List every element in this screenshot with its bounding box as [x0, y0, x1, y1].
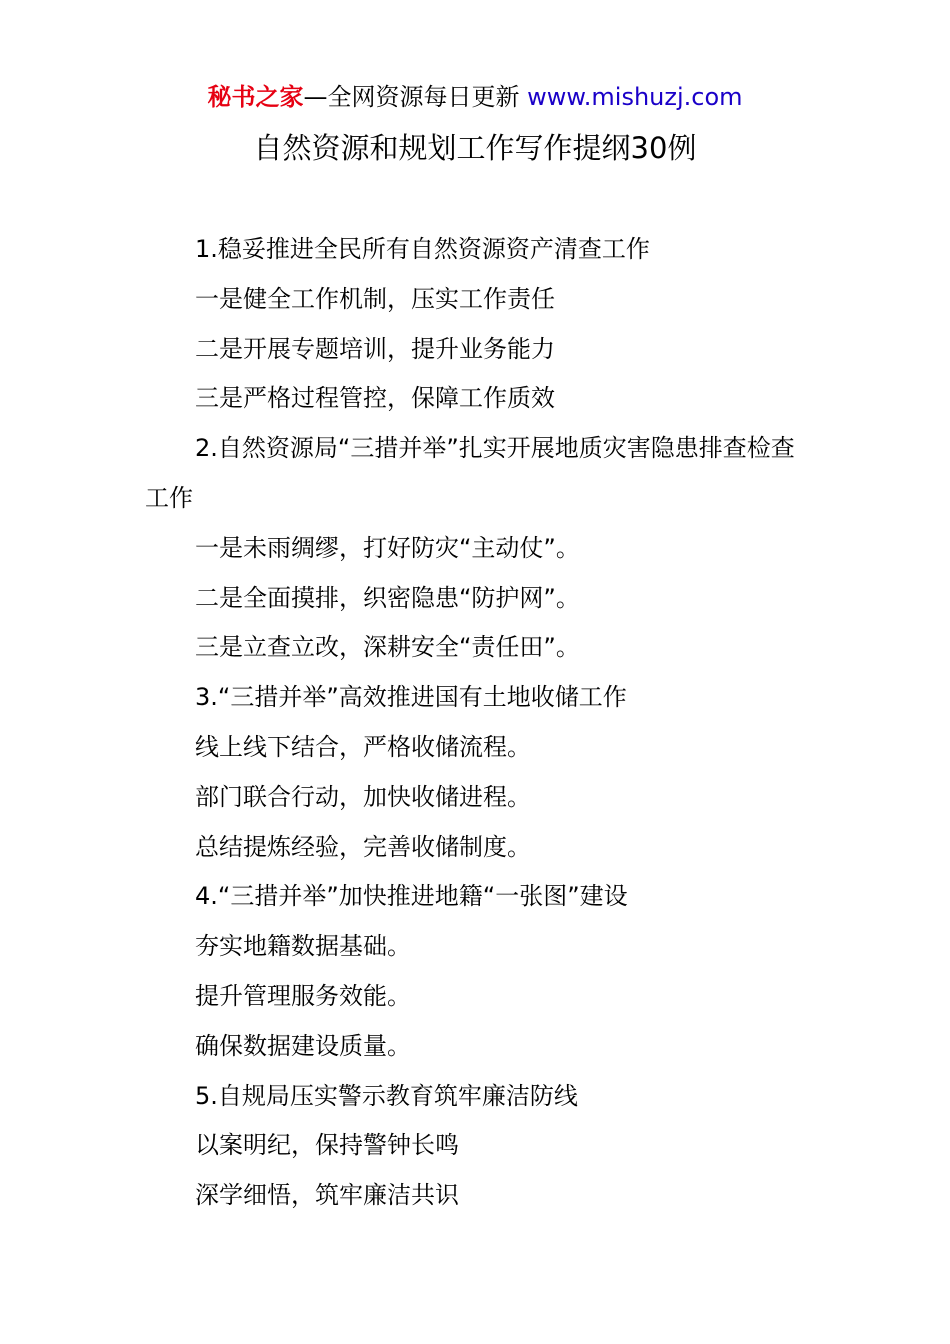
outline-point: 夯实地籍数据基础。 — [195, 932, 411, 961]
outline-point: 部门联合行动，加快收储进程。 — [195, 782, 531, 811]
site-url-link[interactable]: www.mishuzj.com — [527, 83, 743, 111]
document-title: 自然资源和规划工作写作提纲30例 — [253, 131, 697, 165]
outline-point: 三是严格过程管控，保障工作质效 — [195, 384, 555, 413]
outline-point: 二是全面摸排，织密隐患“防护网”。 — [195, 583, 580, 612]
outline-heading-2: 2.自然资源局“三措并举”扎实开展地质灾害隐患排查检查工作 — [145, 434, 795, 512]
brand-name: 秘书之家 — [207, 83, 304, 111]
site-header — [0, 80, 950, 114]
outline-point: 以案明纪，保持警钟长鸣 — [195, 1131, 459, 1160]
outline-point: 确保数据建设质量。 — [195, 1031, 411, 1060]
document-body — [145, 225, 815, 1221]
outline-point: 深学细悟，筑牢廉洁共识 — [195, 1181, 459, 1210]
outline-point: 一是健全工作机制，压实工作责任 — [195, 284, 555, 313]
header-tagline: —全网资源每日更新 — [303, 83, 520, 111]
outline-heading-5: 5.自规局压实警示教育筑牢廉洁防线 — [195, 1081, 578, 1110]
outline-heading-3: 3.“三措并举”高效推进国有土地收储工作 — [195, 683, 627, 712]
outline-point: 提升管理服务效能。 — [195, 981, 411, 1010]
outline-point: 三是立查立改，深耕安全“责任田”。 — [195, 633, 580, 662]
outline-heading-1: 1.稳妥推进全民所有自然资源资产清查工作 — [195, 235, 650, 263]
outline-point: 线上线下结合，严格收储流程。 — [195, 732, 531, 761]
outline-point: 一是未雨绸缪，打好防灾“主动仗”。 — [195, 533, 580, 562]
outline-point: 二是开展专题培训，提升业务能力 — [195, 334, 555, 363]
outline-point: 总结提炼经验，完善收储制度。 — [195, 832, 531, 861]
outline-heading-4: 4.“三措并举”加快推进地籍“一张图”建设 — [195, 882, 628, 911]
